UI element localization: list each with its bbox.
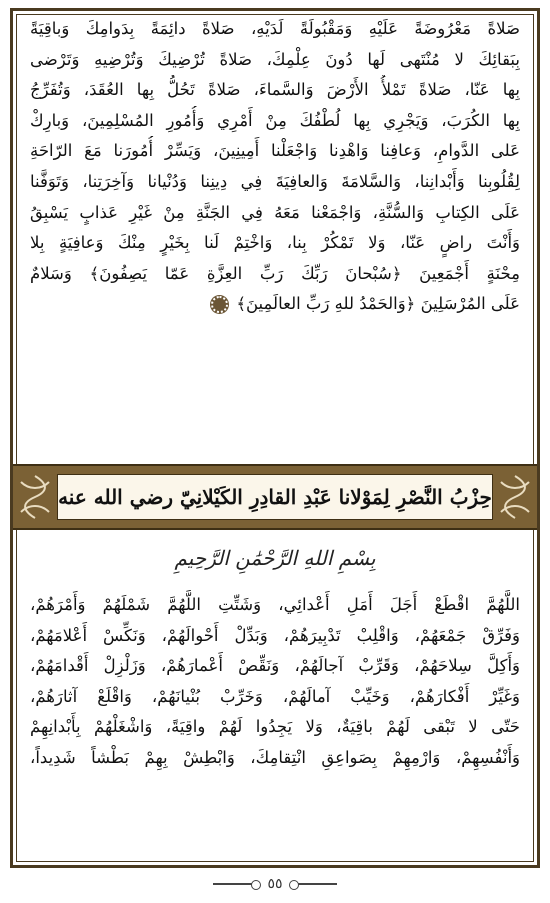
text-line-last-content: عَلَى المُرْسَلِينَ ﴿وَالحَمْدُ للهِ رَبِّ العالَمِينَ﴾ <box>236 294 520 314</box>
page-number: ٥٥ <box>267 876 283 892</box>
page-footer <box>0 870 550 898</box>
rosette-icon <box>211 296 228 313</box>
text-line: بِها الكُرَبَ، وَيَجْرِي بِها لُطْفُكَ مِنْ أَمْرِي وَأُمُورِ المُسْلِمِينَ، وَبارِكْ <box>30 110 520 130</box>
text-line: بِها عَنّا، صَلاةً تَمْلأُ الأَرْضَ وَالسَّماءَ، صَلاةً تَحُلُّ بِها العُقَدَ، وَتُفَرِّجُ <box>30 80 520 100</box>
text-line: وَأَنْفُسِهِمْ، وَارْمِهِمْ بِصَواعِقِ انْتِقامِكَ، وَابْطِشْ بِهِمْ بَطْشاً شَدِيداً، <box>30 747 520 767</box>
prayer-top-text <box>30 14 520 320</box>
basmala-text: بِسْمِ اللهِ الرَّحْمَٰنِ الرَّحِيمِ <box>174 546 376 570</box>
text-line: بِبَقائِكَ لا مُنْتَهى لَها دُونَ عِلْمِكَ، صَلاةً تُرْضِيكَ وَتُرْضِيهِ وَتَرْضى <box>30 49 520 69</box>
text-line: مِحْنَةٍ أَجْمَعِينَ ﴿سُبْحانَ رَبِّكَ رَبِّ العِزَّةِ عَمّا يَصِفُونَ﴾ وَسَلامٌ <box>30 263 520 283</box>
footer-ornament-icon <box>213 883 257 885</box>
basmala-calligraphy <box>140 538 410 578</box>
text-line: صَلاةً مَعْرُوضَةً عَلَيْهِ وَمَقْبُولَةً لَدَيْهِ، صَلاةً دائِمَةً بِدَوامِكَ وَباقِيَةً <box>30 19 520 38</box>
text-line: وَأَكِلَّ سِلاحَهُمْ، وَقَرِّبْ آجالَهُمْ، وَنَقِّصْ أَعْمارَهُمْ، وَزَلْزِلْ أَقْدامَهُمْ، <box>30 656 520 676</box>
text-line: وَغَيِّرْ أَفْكارَهُمْ، وَخَيِّبْ آمالَهُمْ، وَخَرِّبْ بُنْيانَهُمْ، وَاقْلَعْ آثارَهُمْ، <box>30 686 520 706</box>
text-line: لِقُلُوبِنا وَأَبْدانِنا، وَالسَّلامَةَ وَالعافِيَةَ فِي دِينِنا وَدُنْيانا وَآخِرَتِنا، وَتَوَفَّنا <box>30 171 520 191</box>
text-line-last <box>30 289 520 320</box>
text-line: عَلى الدَّوامِ، وَعافِنا وَاهْدِنا وَاجْعَلْنا أَمِينِينَ، وَيَسِّرْ أُمُورَنا مَعَ الرّاحَةِ <box>30 141 520 161</box>
prayer-bottom-text <box>30 590 520 774</box>
section-header-band <box>13 464 537 530</box>
arabesque-ornament-icon <box>15 472 55 522</box>
text-line: عَلَى الكِتابِ وَالسُّنَّةِ، وَاجْمَعْنا مَعَهُ فِي الجَنَّةِ مِنْ غَيْرِ عَذابٍ يَسْبِقُ <box>30 202 520 222</box>
text-line: اللَّهُمَّ اقْطَعْ أَجَلَ أَمَلِ أَعْدائِي، وَشَتِّتِ اللَّهُمَّ شَمْلَهُمْ وَأَمْرَهُمْ، <box>30 595 520 614</box>
arabesque-ornament-icon <box>495 472 535 522</box>
text-line: وَأَنْتَ راضٍ عَنّا، وَلا تَمْكُرْ بِنا، وَاخْتِمْ لَنا بِخَيْرٍ مِنْكَ وَعافِيَةٍ بِلا <box>30 233 520 253</box>
text-line: حَتّى لا تَبْقى لَهُمْ باقِيَةٌ، وَلا يَجِدُوا لَهُمْ واقِيَةً، وَاشْغَلْهُمْ بِأَبْدانِهِمْ <box>30 717 520 737</box>
section-title: حِزْبُ النَّصْرِ لِمَوْلانا عَبْدِ القادِرِ الكَيْلانِيّ رضي الله عنه <box>58 485 492 509</box>
section-title-box <box>57 474 493 520</box>
text-line: وَفَرِّقْ جَمْعَهُمْ، وَاقْلِبْ تَدْبِيرَهُمْ، وَبَدِّلْ أَحْوالَهُمْ، وَنَكِّسْ أَعْلامَهُمْ، <box>30 625 520 645</box>
footer-ornament-icon <box>293 883 337 885</box>
